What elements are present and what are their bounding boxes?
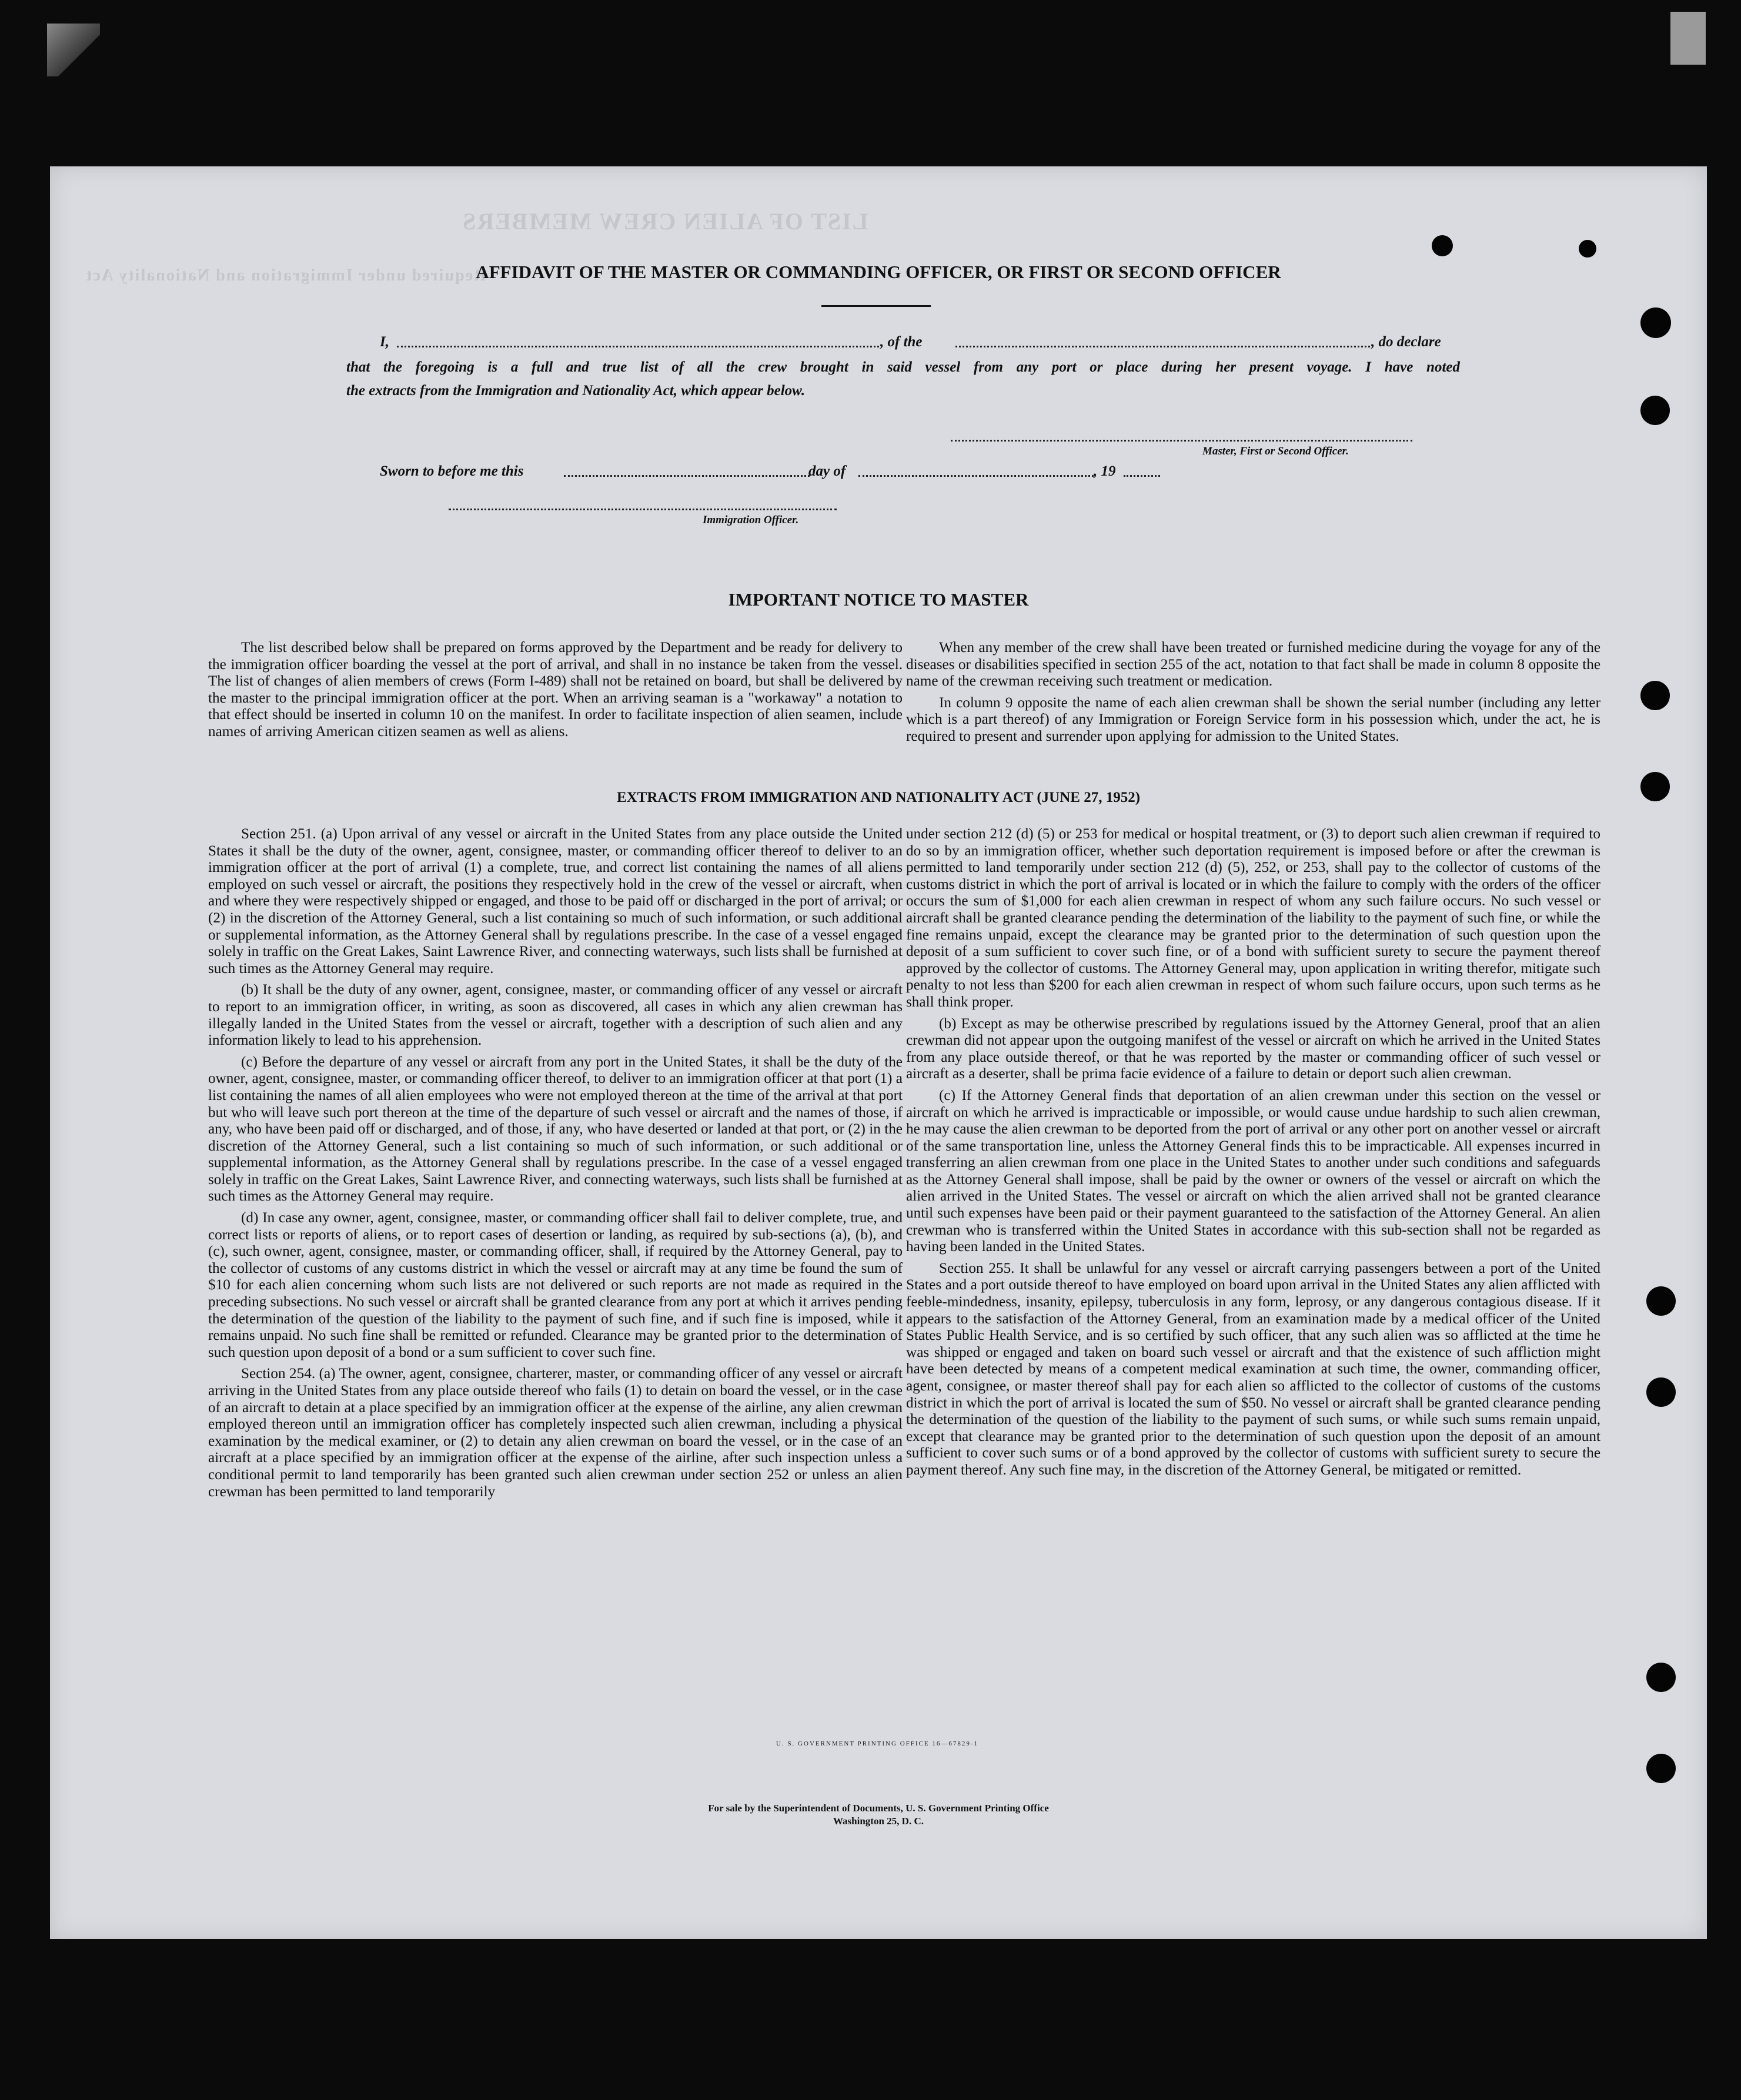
punch-hole bbox=[1646, 1377, 1676, 1407]
extract-paragraph: (d) In case any owner, agent, consignee, master, or commanding officer shall fail to deliver complete, true, and correct lists or reports of aliens, or to report cases of desertion or landing, as required by sub-sections (a), (b), and (c), such owner, agent, consignee, master, or commanding officer, shall, if required by the Attorney General, pay to the collector of customs of any customs district in which the vessel or aircraft may at any time be found the sum of $10 for each alien concerning whom such lists are not delivered or such reports are not made as required in the preceding subsections. No such vessel or aircraft shall be granted clearance from any port at which it arrives pending the determination of the question of the liability to the payment of such fine, and if such fine is imposed, while it remains unpaid. No such fine shall be remitted or refunded. Clearance may be granted prior to the determination of such question upon deposit of a bond or a sum sufficient to cover such fine. bbox=[208, 1210, 903, 1360]
bleed-through-text: Required under Immigration and Nationality Act bbox=[85, 266, 486, 285]
officer-signature-line[interactable] bbox=[449, 509, 837, 510]
extract-paragraph: Section 255. It shall be unlawful for any vessel or aircraft carrying passengers between a port of the United States and a port outside thereof to have employed on board upon arrival in the United States any alien afflicted with feeble-mindedness, insanity, epilepsy, tuberculosis in any form, leprosy, or any dangerous contagious disease. If it appears to the satisfaction of the Attorney General, from an examination made by a medical officer of the United States Public Health Service, and is so certified by such officer, that any such alien was so afflicted at the time he was shipped or engaged and taken on board such vessel or aircraft and that the existence of such affliction might have been detected by means of a competent medical examination at such time, the owner, commanding officer, agent, consignee, or master thereof shall pay for each alien so afflicted to the collector of customs of the customs district in which the port of arrival is located the sum of $50. No vessel or aircraft shall be granted clearance pending the determination of the question of the liability to the payment of such sums, or while such sums remain unpaid, except that clearance may be granted prior to the determination of such question upon the deposit of an amount sufficient to cover such sums or of a bond approved by the collector of customs with sufficient surety to secure the payment thereof. Any such fine may, in the discretion of the Attorney General, be mitigated or remitted. bbox=[906, 1260, 1600, 1478]
affidavit-i: I, bbox=[380, 334, 389, 350]
punch-hole bbox=[1579, 240, 1596, 258]
master-caption: Master, First or Second Officer. bbox=[1202, 445, 1349, 457]
affidavit-line2: that the foregoing is a full and true list of all the crew brought in said vessel from any port or place during her present voyage. I have noted bbox=[346, 359, 1460, 375]
scan-corner-right bbox=[1670, 12, 1706, 65]
notice-left-paragraph: The list described below shall be prepared on forms approved by the Department and be ready for delivery to the immigration officer boarding the vessel at the port of arrival, and shall in no instance be taken from the vessel. The list of changes of alien members of crews (Form I-489) shall not be retained on board, but shall be delivered by the master to the principal immigration officer at the port. When an arriving seaman is a "workaway" a notation to that effect should be inserted in column 10 on the manifest. In order to facilitate inspection of alien seamen, include names of arriving American citizen seamen as well as aliens. bbox=[208, 640, 903, 740]
punch-hole bbox=[1432, 235, 1453, 256]
day-of-label: day of bbox=[808, 463, 846, 479]
extracts-title: EXTRACTS FROM IMMIGRATION AND NATIONALITY ACT (JUNE 27, 1952) bbox=[616, 790, 1141, 805]
notice-right-paragraph: When any member of the crew shall have been treated or furnished medicine during the voyage for any of the diseases or disabilities specified in section 255 of the act, notation to that fact shall be made in column 8 opposite the name of the crewman receiving such treatment or medication. bbox=[906, 640, 1600, 690]
title-underline bbox=[821, 305, 931, 307]
extracts-left-column bbox=[208, 826, 903, 1500]
punch-hole bbox=[1646, 1286, 1676, 1316]
officer-caption: Immigration Officer. bbox=[703, 514, 799, 526]
punch-hole bbox=[1646, 1663, 1676, 1692]
sworn-label: Sworn to before me this bbox=[380, 463, 524, 479]
punch-hole bbox=[1646, 1754, 1676, 1783]
extract-paragraph: (c) If the Attorney General finds that deportation of an alien crewman under this section on the vessel or aircraft on which he arrived is impracticable or impossible, or would cause undue hardship to such alien crewman, he may cause the alien crewman to be deported from the port of arrival or any other port on another vessel or aircraft of the same transportation line, unless the Attorney General finds this to be impracticable. All expenses incurred in transferring an alien crewman from one place in the United States to another under such conditions and safeguards as the Attorney General shall impose, shall be paid by the owner or owners of the vessel or aircraft on which the alien arrived in the United States. The vessel or aircraft on which the alien arrived shall not be granted clearance until such expenses have been paid or their payment guaranteed to the satisfaction of the Attorney General. An alien crewman who is transferred within the United States in accordance with this sub-section shall not be regarded as having been landed in the United States. bbox=[906, 1087, 1600, 1255]
notice-title: IMPORTANT NOTICE TO MASTER bbox=[728, 589, 1029, 610]
bleed-through-text: LIST OF ALIEN CREW MEMBERS bbox=[462, 208, 868, 235]
scan-corner-left bbox=[47, 24, 100, 76]
extract-paragraph: under section 212 (d) (5) or 253 for medical or hospital treatment, or (3) to deport such alien crewman if required to do so by an immigration officer, whether such deportation requirement is imposed before or after the crewman is permitted to land temporarily under section 212 (d) (5), 252, or 253, shall pay to the collector of customs of the customs district in which the port of arrival is located or in which the failure to comply with the orders of the officer occurs the sum of $1,000 for each alien crewman in respect of whom any such failure occurs. No such vessel or aircraft shall be granted clearance pending the determination of the liability to the payment of such fine, or while the fine remains unpaid, except the clearance may be granted prior to the determination of such question upon the deposit of a sum sufficient to cover such fine, or of a bond with sufficient surety to secure the payment thereof approved by the collector of customs. The Attorney General may, upon application in writing therefor, mitigate such penalty to not less than $200 for each alien crewman in respect of whom such failure occurs, upon such terms as he shall think proper. bbox=[906, 826, 1600, 1010]
vessel-blank[interactable] bbox=[955, 346, 1370, 347]
printing-office-line: U. S. GOVERNMENT PRINTING OFFICE 16—67829-1 bbox=[776, 1740, 979, 1747]
punch-hole bbox=[1640, 396, 1670, 425]
affidavit-of-the: , of the bbox=[880, 334, 923, 350]
affidavit-line3: the extracts from the Immigration and Nationality Act, which appear below. bbox=[346, 383, 806, 399]
name-blank[interactable] bbox=[397, 346, 879, 347]
extracts-right-column bbox=[906, 826, 1600, 1479]
punch-hole bbox=[1640, 307, 1671, 338]
notice-right-column bbox=[906, 640, 1600, 745]
affidavit-title: AFFIDAVIT OF THE MASTER OR COMMANDING OFFICER, OR FIRST OR SECOND OFFICER bbox=[476, 262, 1281, 282]
extract-paragraph: (b) It shall be the duty of any owner, agent, consignee, master, or commanding officer of any vessel or aircraft to report to an immigration officer, in writing, as soon as discovered, all cases in which any alien crewman has illegally landed in the United States from the vessel or aircraft, together with a description of such alien and any information likely to lead to his apprehension. bbox=[208, 982, 903, 1049]
notice-left-column bbox=[208, 640, 903, 741]
affidavit-do-declare: , do declare bbox=[1371, 334, 1441, 350]
extract-paragraph: Section 254. (a) The owner, agent, consignee, charterer, master, or commanding officer of any vessel or aircraft arriving in the United States from any place outside thereof who fails (1) to detain on board the vessel, or in the case of an aircraft to detain at a place specified by an immigration officer at the expense of the airline, any alien crewman employed thereon until an immigration officer has completely inspected such alien crewman, including a physical examination by the medical examiner, or (2) to detain any alien crewman on board the vessel, or in the case of an aircraft at a place specified by an immigration officer at the expense of the airline, after such inspection unless a conditional permit to land temporarily has been granted such alien crewman under section 252 or unless an alien crewman has been permitted to land temporarily bbox=[208, 1366, 903, 1500]
notice-right-paragraph: In column 9 opposite the name of each alien crewman shall be shown the serial number (including any letter which is a part thereof) of any Immigration or Foreign Service form in his possession which, under the act, he is required to present and surrender upon applying for admission to the United States. bbox=[906, 694, 1600, 744]
extract-paragraph: (c) Before the departure of any vessel or aircraft from any port in the United States, it shall be the duty of the owner, agent, consignee, master, or commanding officer thereof, to deliver to an immigration officer at that port (1) a list containing the names of all alien employees who were not employed thereon at the time of the arrival at that port but who will leave such port thereon at the time of the departure of such vessel or aircraft and the names of those, if any, who have been paid off or discharged, and of those, if any, who have deserted or landed at that port, or (2) in the discretion of the Attorney General, such a list containing so much of such information, or such additional or supplemental information, as the Attorney General shall by regulations prescribe. In the case of a vessel engaged solely in traffic on the Great Lakes, Saint Lawrence River, and connecting waterways, such lists shall be furnished at such times as the Attorney General may require. bbox=[208, 1054, 903, 1205]
sale-line-1: For sale by the Superintendent of Documents, U. S. Government Printing Office bbox=[708, 1803, 1049, 1814]
month-blank[interactable] bbox=[858, 475, 1094, 477]
master-signature-line[interactable] bbox=[951, 440, 1412, 442]
sworn-date-blank[interactable] bbox=[564, 475, 810, 477]
extract-paragraph: (b) Except as may be otherwise prescribed by regulations issued by the Attorney General, proof that an alien crewman did not appear upon the outgoing manifest of the vessel or aircraft on which he arrived in the United States from any place outside thereof, or that he was reported by the master or commanding officer of such vessel or aircraft as a deserter, shall be prima facie evidence of a failure to detain or deport such alien crewman. bbox=[906, 1015, 1600, 1082]
year-blank[interactable] bbox=[1124, 475, 1160, 477]
extract-paragraph: Section 251. (a) Upon arrival of any vessel or aircraft in the United States from any place outside the United States it shall be the duty of the owner, agent, consignee, master, or commanding officer thereof to deliver to an immigration officer at the port of arrival (1) a complete, true, and correct list containing the names of all aliens employed on such vessel or aircraft, the positions they respectively hold in the crew of the vessel or aircraft, when and where they were respectively shipped or engaged, and those to be paid off or discharged in the port of arrival; or (2) in the discretion of the Attorney General, such a list containing so much of such information, or such additional or supplemental information, as the Attorney General shall by regulations prescribe. In the case of a vessel engaged solely in traffic on the Great Lakes, Saint Lawrence River, and connecting waterways, such lists shall be furnished at such times as the Attorney General may require. bbox=[208, 826, 903, 977]
punch-hole bbox=[1640, 681, 1670, 710]
document-page bbox=[50, 166, 1707, 1939]
year-label: , 19 bbox=[1094, 463, 1116, 479]
sale-line-2: Washington 25, D. C. bbox=[833, 1815, 924, 1827]
